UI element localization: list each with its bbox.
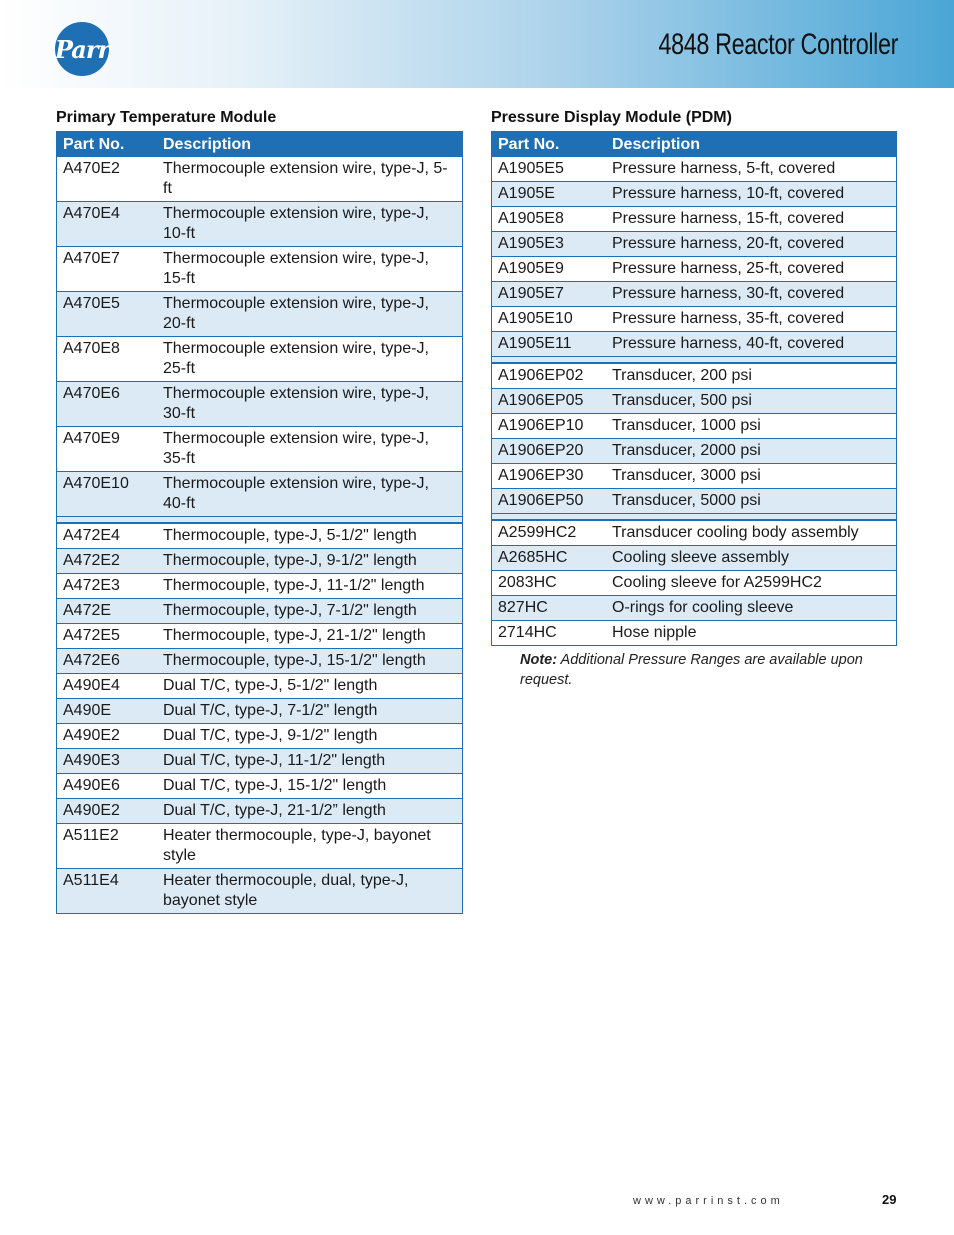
part-number-cell: A470E10 bbox=[57, 472, 158, 517]
part-number-cell: A1906EP10 bbox=[492, 414, 607, 439]
description-cell: Thermocouple extension wire, type-J, 20-ft bbox=[157, 292, 463, 337]
table-row bbox=[57, 382, 463, 427]
description-cell: Pressure harness, 35-ft, covered bbox=[606, 307, 897, 332]
description-cell: Cooling sleeve for A2599HC2 bbox=[606, 571, 897, 596]
part-number-cell: A470E5 bbox=[57, 292, 158, 337]
part-number-cell: A1905E10 bbox=[492, 307, 607, 332]
part-number-cell: A470E4 bbox=[57, 202, 158, 247]
description-cell: Thermocouple extension wire, type-J, 30-ft bbox=[157, 382, 463, 427]
pdm-table bbox=[491, 131, 897, 646]
part-number-cell: A472E bbox=[57, 599, 158, 624]
table-row bbox=[57, 674, 463, 699]
description-cell: Thermocouple, type-J, 15-1/2" length bbox=[157, 649, 463, 674]
part-number-cell: A1906EP20 bbox=[492, 439, 607, 464]
table-row bbox=[492, 307, 897, 332]
part-number-cell: A470E6 bbox=[57, 382, 158, 427]
description-cell: Dual T/C, type-J, 5-1/2" length bbox=[157, 674, 463, 699]
table-row bbox=[57, 649, 463, 674]
table-row bbox=[57, 427, 463, 472]
description-cell: Thermocouple, type-J, 5-1/2" length bbox=[157, 523, 463, 549]
part-number-cell: A1905E bbox=[492, 182, 607, 207]
table-row bbox=[57, 574, 463, 599]
part-number-cell: A1905E5 bbox=[492, 157, 607, 182]
description-cell: Dual T/C, type-J, 11-1/2" length bbox=[157, 749, 463, 774]
description-cell: Transducer, 500 psi bbox=[606, 389, 897, 414]
pdm-header-row bbox=[492, 132, 897, 158]
part-number-cell: 827HC bbox=[492, 596, 607, 621]
description-cell: Transducer, 1000 psi bbox=[606, 414, 897, 439]
table-row bbox=[492, 520, 897, 546]
description-cell: Thermocouple extension wire, type-J, 15-ft bbox=[157, 247, 463, 292]
part-number-cell: A470E2 bbox=[57, 157, 158, 202]
pdm-section-title: Pressure Display Module (PDM) bbox=[491, 109, 732, 126]
part-number-cell: A1905E7 bbox=[492, 282, 607, 307]
page-title: 4848 Reactor Controller bbox=[658, 28, 898, 61]
description-cell: Hose nipple bbox=[606, 621, 897, 646]
ptm-header-row bbox=[57, 132, 463, 158]
description-cell: Thermocouple extension wire, type-J, 35-ft bbox=[157, 427, 463, 472]
part-number-cell: A2685HC bbox=[492, 546, 607, 571]
table-row bbox=[492, 282, 897, 307]
table-row bbox=[492, 157, 897, 182]
table-row bbox=[57, 157, 463, 202]
part-number-cell: A1905E8 bbox=[492, 207, 607, 232]
pdm-col-desc: Description bbox=[606, 132, 897, 158]
pdm-col-part: Part No. bbox=[492, 132, 607, 158]
part-number-cell: A490E bbox=[57, 699, 158, 724]
table-row bbox=[57, 774, 463, 799]
part-number-cell: A490E2 bbox=[57, 724, 158, 749]
part-number-cell: A1905E11 bbox=[492, 332, 607, 357]
description-cell: O-rings for cooling sleeve bbox=[606, 596, 897, 621]
description-cell: Dual T/C, type-J, 7-1/2" length bbox=[157, 699, 463, 724]
part-number-cell: A511E4 bbox=[57, 869, 158, 914]
part-number-cell: A511E2 bbox=[57, 824, 158, 869]
table-row bbox=[57, 549, 463, 574]
part-number-cell: A1906EP50 bbox=[492, 489, 607, 514]
table-row bbox=[57, 247, 463, 292]
table-row bbox=[57, 824, 463, 869]
part-number-cell: A1905E9 bbox=[492, 257, 607, 282]
table-row bbox=[492, 489, 897, 514]
description-cell: Transducer, 5000 psi bbox=[606, 489, 897, 514]
part-number-cell: A472E4 bbox=[57, 523, 158, 549]
table-row bbox=[492, 439, 897, 464]
part-number-cell: A490E2 bbox=[57, 799, 158, 824]
part-number-cell: A472E5 bbox=[57, 624, 158, 649]
description-cell: Thermocouple extension wire, type-J, 40-ft bbox=[157, 472, 463, 517]
part-number-cell: A472E6 bbox=[57, 649, 158, 674]
description-cell: Dual T/C, type-J, 9-1/2" length bbox=[157, 724, 463, 749]
table-row bbox=[57, 699, 463, 724]
part-number-cell: A1906EP30 bbox=[492, 464, 607, 489]
table-row bbox=[492, 257, 897, 282]
part-number-cell: A470E8 bbox=[57, 337, 158, 382]
table-row bbox=[492, 546, 897, 571]
page-number: 29 bbox=[882, 1192, 897, 1207]
note-text: Additional Pressure Ranges are available upon request. bbox=[520, 652, 863, 688]
description-cell: Transducer, 3000 psi bbox=[606, 464, 897, 489]
description-cell: Pressure harness, 25-ft, covered bbox=[606, 257, 897, 282]
description-cell: Dual T/C, type-J, 15-1/2" length bbox=[157, 774, 463, 799]
ptm-col-desc: Description bbox=[157, 132, 463, 158]
description-cell: Cooling sleeve assembly bbox=[606, 546, 897, 571]
description-cell: Thermocouple, type-J, 7-1/2" length bbox=[157, 599, 463, 624]
description-cell: Pressure harness, 15-ft, covered bbox=[606, 207, 897, 232]
description-cell: Thermocouple, type-J, 11-1/2" length bbox=[157, 574, 463, 599]
table-row bbox=[492, 571, 897, 596]
table-row bbox=[57, 472, 463, 517]
description-cell: Transducer, 200 psi bbox=[606, 363, 897, 389]
footer-url: www.parrinst.com bbox=[633, 1195, 784, 1207]
table-row bbox=[492, 596, 897, 621]
table-row bbox=[492, 232, 897, 257]
page-header bbox=[0, 0, 954, 88]
part-number-cell: A490E4 bbox=[57, 674, 158, 699]
description-cell: Pressure harness, 40-ft, covered bbox=[606, 332, 897, 357]
ptm-section-title: Primary Temperature Module bbox=[56, 109, 277, 126]
part-number-cell: A490E6 bbox=[57, 774, 158, 799]
table-row bbox=[57, 624, 463, 649]
part-number-cell: A1906EP02 bbox=[492, 363, 607, 389]
description-cell: Transducer, 2000 psi bbox=[606, 439, 897, 464]
table-row bbox=[57, 292, 463, 337]
table-row bbox=[492, 414, 897, 439]
description-cell: Dual T/C, type-J, 21-1/2” length bbox=[157, 799, 463, 824]
part-number-cell: A470E7 bbox=[57, 247, 158, 292]
part-number-cell: A1905E3 bbox=[492, 232, 607, 257]
description-cell: Pressure harness, 5-ft, covered bbox=[606, 157, 897, 182]
logo-text: Parr bbox=[54, 34, 110, 64]
description-cell: Transducer cooling body assembly bbox=[606, 520, 897, 546]
parr-logo bbox=[55, 22, 109, 76]
description-cell: Pressure harness, 10-ft, covered bbox=[606, 182, 897, 207]
table-row bbox=[57, 869, 463, 914]
description-cell: Thermocouple, type-J, 21-1/2" length bbox=[157, 624, 463, 649]
part-number-cell: A472E3 bbox=[57, 574, 158, 599]
table-row bbox=[57, 749, 463, 774]
part-number-cell: 2714HC bbox=[492, 621, 607, 646]
ptm-table bbox=[56, 131, 463, 914]
table-row bbox=[57, 337, 463, 382]
table-row bbox=[492, 621, 897, 646]
description-cell: Heater thermocouple, dual, type-J, bayonet style bbox=[157, 869, 463, 914]
table-row bbox=[492, 182, 897, 207]
description-cell: Thermocouple extension wire, type-J, 5-ft bbox=[157, 157, 463, 202]
table-row bbox=[492, 332, 897, 357]
table-row bbox=[492, 207, 897, 232]
pressure-note bbox=[520, 650, 890, 690]
part-number-cell: A470E9 bbox=[57, 427, 158, 472]
table-row bbox=[57, 202, 463, 247]
table-row bbox=[492, 389, 897, 414]
table-row bbox=[57, 724, 463, 749]
part-number-cell: 2083HC bbox=[492, 571, 607, 596]
description-cell: Pressure harness, 30-ft, covered bbox=[606, 282, 897, 307]
description-cell: Heater thermocouple, type-J, bayonet style bbox=[157, 824, 463, 869]
part-number-cell: A1906EP05 bbox=[492, 389, 607, 414]
table-row bbox=[492, 464, 897, 489]
table-row bbox=[57, 799, 463, 824]
note-label: Note: bbox=[520, 652, 558, 668]
description-cell: Thermocouple, type-J, 9-1/2" length bbox=[157, 549, 463, 574]
ptm-col-part: Part No. bbox=[57, 132, 158, 158]
part-number-cell: A2599HC2 bbox=[492, 520, 607, 546]
table-row bbox=[492, 363, 897, 389]
part-number-cell: A490E3 bbox=[57, 749, 158, 774]
description-cell: Thermocouple extension wire, type-J, 10-ft bbox=[157, 202, 463, 247]
description-cell: Thermocouple extension wire, type-J, 25-ft bbox=[157, 337, 463, 382]
description-cell: Pressure harness, 20-ft, covered bbox=[606, 232, 897, 257]
table-row bbox=[57, 599, 463, 624]
part-number-cell: A472E2 bbox=[57, 549, 158, 574]
table-row bbox=[57, 523, 463, 549]
